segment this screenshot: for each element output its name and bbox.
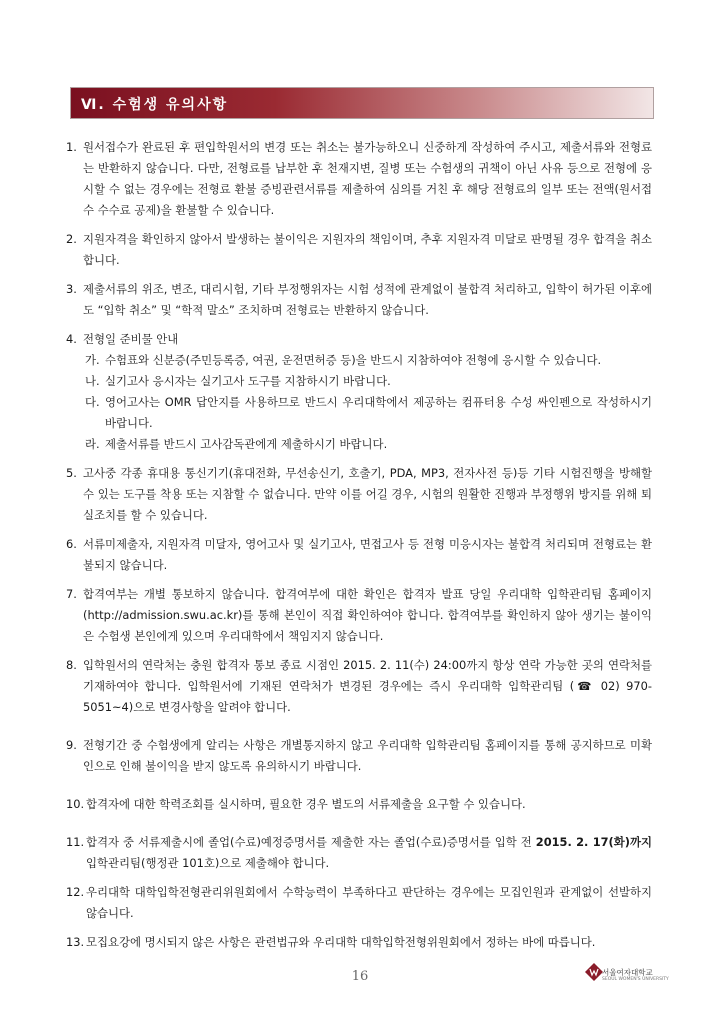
sub-item: 가. 수험표와 신분증(주민등록증, 여권, 운전면허증 등)을 반드시 지참하여야 전형에 응시할 수 있습니다. [85,353,602,367]
list-item: 9. 전형기간 중 수험생에게 알리는 사항은 개별통지하지 않고 우리대학 입학관리팀 홈페이지를 통해 공지하므로 미확인으로 인해 불이익을 받지 않도록 유의하시기 바랍니다. [66,738,652,773]
logo-subtitle: SEOUL WOMEN'S UNIVERSITY [602,977,669,982]
list-item: 3. 제출서류의 위조, 변조, 대리시험, 기타 부정행위자는 시험 성적에 관계없이 불합격 처리하고, 입학이 허가된 이후에도 “입학 취소” 및 “학적 말소” 조치하며 전형료는 반환하지 않습니다. [66,282,652,317]
section-title: Ⅵ. 수험생 유의사항 [81,97,229,113]
deadline-date: 2015. 2. 17(화)까지 [535,835,652,849]
university-logo [584,960,669,990]
page-number: 16 [351,969,369,984]
sub-item: 나. 실기고사 응시자는 실기고사 도구를 지참하시기 바랍니다. [85,374,391,388]
list-item: 10. 합격자에 대한 학력조회를 실시하며, 필요한 경우 별도의 서류제출을 요구할 수 있습니다. [66,797,526,811]
list-item: 6. 서류미제출자, 지원자격 미달자, 영어고사 및 실기고사, 면접고사 등 전형 미응시자는 불합격 처리되며 전형료는 환불되지 않습니다. [66,537,652,572]
list-item: 2. 지원자격을 확인하지 않아서 발생하는 불이익은 지원자의 책임이며, 추후 지원자격 미달로 판명될 경우 합격을 취소합니다. [66,232,652,267]
list-item: 4. 전형일 준비물 안내 가. 수험표와 신분증(주민등록증, 여권, 운전면허증 등)을 반드시 지참하여야 전형에 응시할 수 있습니다. 나. 실기고사 응시자는 실기고사 도구를 지참하시기 바랍니다. 다. 영어고사는 OMR 답안지를 사용하므로 반드시 우리대학에서 제공하는 컴퓨터용 수성 싸인펜으로 작성하시기 바랍니다. 라. 제출서류를 반드시 고사감독관에게 제출하시기 바랍니다. [66,329,652,455]
sub-list-title: 전형일 준비물 안내 [83,332,179,346]
list-item: 13. 모집요강에 명시되지 않은 사항은 관련법규와 우리대학 대학입학전형위원회에서 정하는 바에 따릅니다. [66,935,596,949]
sub-item: 다. 영어고사는 OMR 답안지를 사용하므로 반드시 우리대학에서 제공하는 컴퓨터용 수성 싸인펜으로 작성하시기 바랍니다. [85,395,652,430]
list-item: 1. 원서접수가 완료된 후 편입학원서의 변경 또는 취소는 불가능하오니 신중하게 작성하여 주시고, 제출서류와 전형료는 반환하지 않습니다. 다만, 전형료를 납부한 후 천재지변, 질병 또는 수험생의 귀책이 아닌 사유 등으로 전형에 응시할 수 없는 경우에는 전형료 환불 증빙관련서류를 제출하여 심의를 거친 후 해당 전형료의 일부 또는 전액(원서접수 수수료 공제)을 환불할 수 있습니다. [66,140,652,217]
notice-list [66,137,652,961]
list-item: 12. 우리대학 대학입학전형관리위원회에서 수학능력이 부족하다고 판단하는 경우에는 모집인원과 관계없이 선발하지 않습니다. [66,885,652,920]
logo-name: 서울여자대학교 [602,968,653,977]
section-header [70,87,654,119]
list-item: 7. 합격여부는 개별 통보하지 않습니다. 합격여부에 대한 확인은 합격자 발표 당일 우리대학 입학관리팀 홈페이지(http://admission.swu.ac.kr)를 통해 본인이 직접 확인하여야 합니다. 합격여부를 확인하지 않아 생기는 불이익은 수험생 본인에게 있으며 우리대학에서 책임지지 않습니다. [66,587,652,643]
list-item: 11. 합격자 중 서류제출시에 졸업(수료)예정증명서를 제출한 자는 졸업(수료)증명서를 입학 전 2015. 2. 17(화)까지 입학관리팀(행정관 101호)으로 제출해야 합니다. [66,835,652,870]
list-item: 8. 입학원서의 연락처는 충원 합격자 통보 종료 시점인 2015. 2. 11(수) 24:00까지 항상 연락 가능한 곳의 연락처를 기재하여야 합니다. 입학원서에 기재된 연락처가 변경된 경우에는 즉시 우리대학 입학관리팀 (☎ 02) 970-5051~4)으로 변경사항을 알려야 합니다. [66,658,652,714]
university-emblem-icon [584,962,604,982]
sub-item: 라. 제출서류를 반드시 고사감독관에게 제출하시기 바랍니다. [85,437,388,451]
list-item: 5. 고사중 각종 휴대용 통신기기(휴대전화, 무선송신기, 호출기, PDA, MP3, 전자사전 등)등 기타 시험진행을 방해할 수 있는 도구를 착용 또는 지참할 수 없습니다. 만약 이를 어길 경우, 시험의 원활한 진행과 부정행위 방지를 위해 퇴실조치를 할 수 있습니다. [66,466,652,522]
